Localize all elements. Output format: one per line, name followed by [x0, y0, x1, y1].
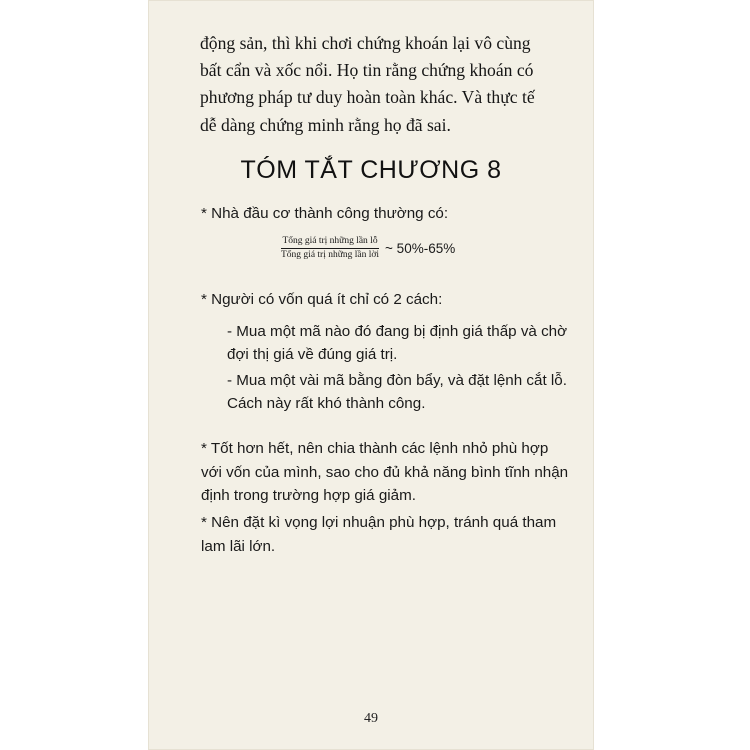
ratio-fraction [281, 236, 379, 261]
paragraph-line: với vốn của mình, sao cho đủ khả năng bình tĩnh nhận [201, 463, 569, 481]
paragraph-line: * Tốt hơn hết, nên chia thành các lệnh nhỏ phù hợp [201, 440, 549, 457]
intro-line: bất cẩn và xốc nổi. Họ tin rằng chứng khoán có [200, 60, 534, 81]
paragraph-line: lam lãi lớn. [201, 537, 276, 555]
paragraph-line: * Nên đặt kì vọng lợi nhuận phù hợp, tránh quá tham [201, 514, 557, 531]
book-page [148, 0, 594, 750]
chapter-summary-heading: TÓM TẮT CHƯƠNG 8 [240, 156, 502, 184]
fraction-denominator: Tổng giá trị những lần lời [281, 250, 380, 260]
sub-item-line: - Mua một vài mã bằng đòn bẩy, và đặt lệnh cắt lỗ. [227, 372, 567, 389]
bullet-split-orders [201, 437, 571, 508]
paragraph-line: định trong trường hợp giá giảm. [201, 487, 416, 504]
sub-item-undervalued [227, 320, 567, 366]
bullet-profit-expectation [201, 511, 571, 558]
bullet-small-capital: * Người có vốn quá ít chỉ có 2 cách: [201, 291, 443, 308]
bullet-successful-speculator: * Nhà đầu cơ thành công thường có: [201, 205, 449, 222]
page-number: 49 [364, 711, 378, 726]
ratio-result: ~ 50%-65% [385, 241, 456, 256]
intro-line: phương pháp tư duy hoàn toàn khác. Và thực tế [200, 87, 535, 108]
fraction-numerator: Tổng giá trị những lần lỗ [281, 236, 378, 249]
intro-line: động sản, thì khi chơi chứng khoán lại vô cùng [200, 33, 531, 53]
sub-item-leverage [227, 369, 567, 415]
intro-paragraph [200, 30, 540, 139]
sub-item-line: Cách này rất khó thành công. [227, 395, 426, 412]
sub-item-line: đợi thị giá về đúng giá trị. [227, 346, 398, 363]
loss-gain-ratio-formula [281, 236, 455, 261]
sub-item-line: - Mua một mã nào đó đang bị định giá thấp và chờ [227, 323, 568, 340]
intro-line: dễ dàng chứng minh rằng họ đã sai. [200, 114, 451, 135]
